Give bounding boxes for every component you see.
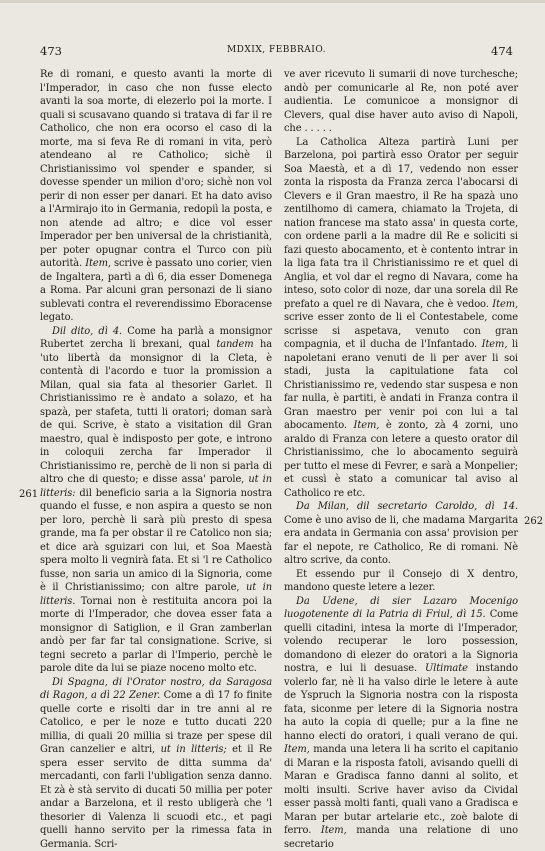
margin-number-left: 261	[19, 489, 38, 500]
paragraph: Et essendo pur il Consejo di X dentro, mandono queste letere a lezer.	[284, 568, 518, 595]
running-header	[40, 44, 513, 58]
running-head-title: MDXIX, FEBBRAIO.	[40, 45, 513, 55]
margin-number-right: 262	[524, 516, 543, 527]
paragraph: ve aver ricevuto li sumarii di nove turchesche; andò per comunicarle al Re, non poté aver audientia. Le comunicoe a monsignor di Clevers, qual dise haver auto aviso di Napoli, che . . . . .	[284, 68, 518, 136]
page-number-right: 474	[491, 44, 513, 58]
left-column	[40, 68, 272, 851]
paragraph: Da Milan, dil secretario Caroldo, dì 14. Come è uno aviso de li, che madama Margarita era andata in Germania con assa' provision per far el nepote, re Catholico, Re di romani. Nè altro scrive, da conto.	[284, 500, 518, 568]
page-number-left: 473	[40, 44, 62, 58]
right-column	[284, 68, 518, 851]
paragraph: Re di romani, e questo avanti la morte di l'Imperador, in caso che non fusse electo avanti la soa morte, di elezerlo poi la morte. I quali si scusavano quando si tratava di far il re Catholico, che non era ocorso el caso di la morte, ma si feva Re di romani in vita, però atendeano al re Catholico; sichè il Christianissimo vol spender e spander, si dovesse spender un milion d'oro; sichè non vol perir di non esser per danari. Et ha dato aviso a l'Armirajo ito in Germania, redopiì la posta, e non atende ad altro; e dice vol esser Imperador per ben universal de la christianità, per poter opugnar contra el Turco con più autorità. Item, scrive è passato uno corier, vien de Ingaltera, partì a dì 6, dia esser Domenega a Roma. Par alcuni gran personazi de li siano sublevati contra el reverendissimo Eboracense legato.	[40, 68, 272, 325]
paragraph: Da Udene, di sier Lazaro Mocenigo luogotenente di la Patria di Friul, dì 15. Come quelli citadini, intesa la morte di l'Imperador, volendo recuperar le loro possession, domandono di elezer do oratori a la Signoria nostra, e lui li desuase. Ultimate instando volerlo far, nè li ha valso dirle le letere à aute de Yspruch la Signoria nostra con la risposta fata, siconme per letere di la Signoria nostra ha auto la copia di quelle; pur a la fine ne hanno electi do oratori, i quali verano de qui. Item, manda una letera li ha scrito el capitanio di Maran e la risposta fatoli, avisando quelli di Maran e Gradisca fanno danni al solito, et molti insulti. Scrive haver aviso da Cividal esser passà molti fanti, quali vano a Gradisca e Maran per butar artelarie etc., zoè balote di ferro. Item, manda una relatione di uno secretario	[284, 595, 518, 851]
paragraph: Dil dito, dì 4. Come ha parlà a monsignor Rubertet zercha li brexani, qual tandem ha 'uto libertà da monsignor di la Cleta, è contentà di l'acordo e tuor la promission a Milan, qual sia fata al thesorier Garlet. Il Christianissimo re è andato a solazo, et ha spazà, per stafeta, tutti li oratori; doman sarà de qui. Scrive, è stato a visitation dil Gran maestro, qual è indisposto per gote, e introno in coloquii zercha far Imperador il Christianissimo re, perchè de li non si parla di altro che di questo; e disse assa' parole, ut in litteris: dil beneficio saria a la Signoria nostra quando el fusse, e non aspira a questo se non per loro, perchè li sarà più presto di spesa grande, ma fa per obstar il re Catolico non sia; et dice arà sguizari con lui, et Soa Maestà spera molto li vegnirà fata. Et si 'l re Catholico fusse, non saria un amico di la Signoria, come è il Christianissimo; con altre parole, ut in litteris. Tornai non è restituita ancora poi la morte di l'Imperador, che dovea esser fata a monsignor di Satiglion, e il Gran zamberlan andò per far far tal consignatione. Scrive, si tegni secreto a parlar di l'Imperio, perchè le parole dite da lui se piaze noceno molto etc.	[40, 325, 272, 676]
paragraph: La Catholica Alteza partirà Luni per Barzelona, poi partirà esso Orator per seguir Soa Maestà, et a dì 17, vedendo non esser zonta la risposta da Franza zerca l'abocarsi di Clevers e il Gran maestro, il Re ha spazà uno zentilhomo di camera, chiamato la Trojeta, di nation francese ma stato assa' in questa corte, con ordene parli a la madre dil Re e soliciti si fazi questo abocamento, et è contento intrar in la liga fata tra il Christianissimo re et quel di Anglia, et vol dar el regno di Navara, come ha inteso, soto color di noze, dar una sorela dil Re prefato a quel re di Navara, che è vedoo. Item, scrive esser zonto de li el Contestabele, come scrisse si aspetava, venuto con gran compagnia, et il ducha de l'Infantado. Item, li napoletani erano venuti de li per aver li soi stadi, justa la capitulatione fata col Christianissimo re, vedendo star suspesa e non far nulla, è partiti, è andati in Franza contra il Gran maestro per venir poi con lui a tal abocamento. Item, è zonto, zà 4 zorni, uno araldo di Franza con letere a questo orator dil Christianissimo, che lo abocamento seguirà per tutto el mese di Fevrer, e sarà a Monpelier; et cussì è stato a comunicar tal aviso al Catholico re etc.	[284, 136, 518, 501]
scan-edge	[0, 0, 545, 3]
paragraph: Di Spagna, di l'Orator nostro, da Saragosa di Ragon, a dì 22 Zener. Come a dì 17 fo finite quelle corte e risolti dar in tre anni al re Catolico, e per le noze e tutto ducati 220 millia, di quali 20 millia si traze per spese dil Gran canzelier e altri, ut in litteris; et il Re spera esser servito de ditta summa da' mercadanti, con farli l'ubligation senza danno. Et zà è stà servito di ducati 50 millia per poter andar a Barzelona, et il resto ubligerà che 'l thesorier di Valenza li scuodi etc., et pagi quelli hanno servito per la rimessa fata in Germania. Scri-	[40, 676, 272, 851]
